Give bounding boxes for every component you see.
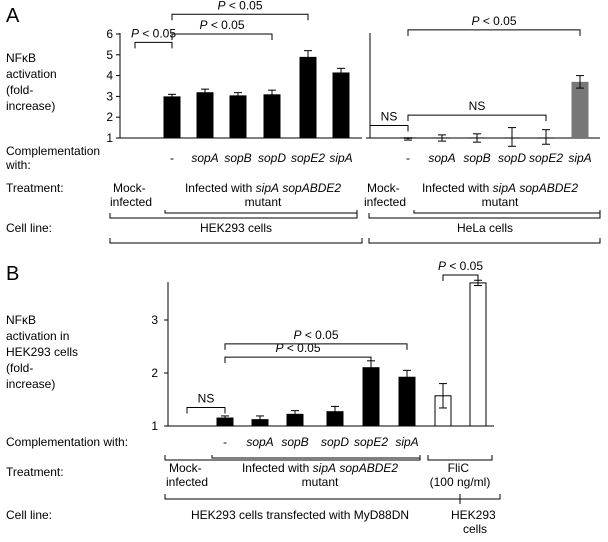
panel-b-sig-label-0	[198, 391, 215, 405]
panel-a-hela-infected-label	[422, 181, 578, 195]
panel-b-treatment-row-label: Treatment:	[6, 465, 64, 479]
panel-b-ytick-label-2: 2	[151, 366, 158, 380]
panel-a-complementation-line-1: Complementation	[6, 144, 101, 158]
panel-b-cat-5: sopE2	[353, 435, 389, 449]
panel-b-cat-4: sopD	[320, 435, 350, 449]
panel-a-sig-label-1-rest: < 0.05	[225, 0, 263, 13]
panel-b-sig-bracket-2	[225, 357, 371, 363]
panel-b-infected-label	[242, 461, 398, 475]
panel-b-flic-bracket	[428, 455, 492, 460]
panel-a	[5, 0, 600, 243]
panel-a-hek-infected-line-2: mutant	[244, 195, 282, 209]
panel-a-treatment-row-label: Treatment:	[6, 181, 64, 195]
panel-a-ylabel-line-4: increase)	[6, 99, 56, 113]
panel-a-hela-infected-line-2: mutant	[481, 195, 519, 209]
panel-a-g0-bar-1	[164, 96, 181, 138]
panel-b-sig-label-2-rest: < 0.05	[283, 341, 321, 356]
panel-a-g1-cat-3: sopB	[463, 151, 491, 165]
panel-a-ytick-label-2: 2	[106, 110, 113, 125]
panel-a-hela-treatment-bracket	[369, 213, 600, 218]
panel-b-sig-label-2	[275, 341, 320, 355]
panel-b-cat-2: sopA	[246, 435, 274, 449]
panel-a-ytick-label-3: 3	[106, 89, 113, 104]
panel-a-ylabel-line-3: (fold-	[6, 83, 34, 97]
panel-a-g0-cat-1: -	[170, 151, 174, 165]
panel-a-hela-mock-line-2: infected	[363, 195, 407, 209]
panel-b-sig-label-0-rest: NS	[197, 391, 215, 406]
panel-a-complementation-row-label	[5, 144, 103, 172]
panel-b-cell-line-1-label: HEK293 cells transfected with MyD88DN	[190, 508, 410, 522]
panel-a-ytick-label-1: 1	[106, 131, 113, 145]
panel-a-hek-infected-gene1: sipA	[255, 181, 280, 195]
panel-a-ylabel	[6, 51, 60, 113]
panel-a-hela-mock-label	[364, 181, 406, 209]
panel-a-sig-label-2-italic: P	[199, 18, 208, 32]
panel-a-sig-label-4	[469, 99, 486, 113]
panel-a-sig-bracket-3	[370, 126, 408, 132]
panel-b-infected-line-2: mutant	[301, 475, 339, 489]
panel-b-sig-label-2-italic: P	[275, 341, 284, 356]
panel-a-sig-label-5-italic: P	[471, 13, 480, 28]
panel-b-ylabel-line-4: (fold-	[6, 361, 34, 375]
panel-a-g0-bar-6	[333, 72, 350, 138]
panel-a-g0-cat-2: sopA	[191, 151, 219, 165]
panel-a-hela-mock-line-1: Mock-	[366, 181, 400, 195]
panel-b-sig-label-3	[438, 259, 483, 273]
panel-b-complementation-labels	[223, 435, 419, 449]
panel-b-infected-bracket	[212, 455, 420, 458]
panel-a-hek-infected-bracket	[165, 210, 357, 213]
panel-a-sig-label-5-rest: < 0.05	[479, 13, 517, 28]
panel-a-hek-cell-line-bracket	[110, 238, 362, 243]
panel-a-sig-bracket-5	[408, 30, 580, 36]
panel-a-ytick-label-4: 4	[106, 68, 113, 83]
panel-a-hek-mock-line-2: infected	[109, 195, 153, 209]
panel-a-sig-label-2	[199, 18, 244, 32]
panel-a-cell-line-row-label: Cell line:	[6, 221, 53, 235]
panel-a-ylabel-line-1: NFκB	[6, 51, 36, 65]
panel-b-ylabel-line-1: NFκB	[6, 313, 36, 327]
panel-b-flic-line-1: FliC	[447, 461, 469, 475]
panel-a-complementation-labels	[170, 151, 592, 165]
panel-b-flic-line-2: (100 ng/ml)	[429, 475, 491, 489]
panel-a-sig-label-0-italic: P	[130, 26, 139, 41]
panel-b-cell-line-2-bracket	[460, 494, 500, 499]
panel-b	[6, 259, 500, 536]
panel-a-g1-cat-2: sopA	[428, 151, 456, 165]
panel-b-cat-1: -	[223, 435, 227, 449]
panel-b-bar-5	[363, 368, 379, 426]
panel-b-sig-label-1-rest: < 0.05	[301, 327, 339, 342]
panel-b-infected-gene2: sopABDE2	[339, 461, 399, 475]
panel-b-ylabel-line-5: increase)	[6, 377, 56, 391]
panel-a-hek-infected-prefix: Infected with	[184, 181, 256, 195]
panel-a-g0-cat-3: sopB	[224, 151, 252, 165]
panel-b-sig-label-1	[293, 328, 338, 342]
panel-b-label: B	[6, 263, 20, 285]
panel-a-g1-cat-4: sopD	[497, 151, 527, 165]
panel-b-flic-label	[430, 461, 491, 489]
panel-a-g1-cat-6: sipA	[568, 151, 592, 165]
panel-a-g0-cat-4: sopD	[257, 151, 287, 165]
panel-a-hela-infected-bracket	[414, 210, 600, 213]
panel-a-hek-treatment-bracket	[110, 213, 357, 218]
panel-b-ytick-label-3: 3	[151, 313, 158, 327]
panel-b-ylabel-line-3: HEK293 cells	[6, 345, 79, 359]
panel-b-ylabel	[6, 313, 81, 391]
panel-a-hela-infected-prefix: Infected with	[421, 181, 493, 195]
panel-a-hela-infected-gene1: sipA	[492, 181, 517, 195]
panel-b-ylabel-line-2: activation in	[6, 329, 70, 343]
panel-a-g0-bar-3	[230, 95, 247, 138]
panel-a-sig-label-1-italic: P	[217, 0, 226, 13]
panel-a-g0-bar-5	[300, 57, 317, 138]
panel-b-infected-prefix: Infected with	[241, 461, 313, 475]
panel-b-complementation-row-label: Complementation with:	[6, 435, 129, 449]
panel-b-cell-line-1-bracket	[165, 494, 460, 499]
panel-a-hek-mock-label	[110, 181, 152, 209]
panel-a-sig-label-3-rest: NS	[380, 109, 398, 124]
panel-b-bar-8	[470, 283, 486, 426]
panel-a-g1-cat-5: sopE2	[528, 151, 564, 165]
panel-a-complementation-line-2: with:	[6, 158, 31, 172]
panel-a-g0-bar-4	[264, 94, 281, 138]
panel-a-ylabel-line-2: activation	[6, 67, 57, 81]
panel-a-g1-bar-6	[572, 82, 589, 138]
panel-b-sig-label-1-italic: P	[293, 327, 302, 342]
panel-a-sig-label-4-rest: NS	[468, 99, 486, 114]
panel-a-hek-cell-line-label: HEK293 cells	[199, 221, 273, 235]
panel-a-label: A	[6, 5, 20, 27]
panel-b-mock-line-1: Mock-	[168, 461, 202, 475]
panel-a-g0-cat-6: sipA	[329, 151, 353, 165]
panel-b-bars	[217, 280, 486, 426]
panel-a-hek-infected-label	[185, 181, 341, 195]
panel-a-ytick-label-6: 6	[106, 27, 113, 41]
panel-b-sig-bracket-0	[187, 407, 225, 413]
panel-a-ytick-label-5: 5	[106, 47, 113, 62]
panel-b-sig-bracket-3	[443, 275, 478, 281]
panel-a-hek-mock-line-1: Mock-	[112, 181, 146, 195]
panel-a-sig-bracket-0	[135, 42, 172, 48]
panel-b-cat-6: sipA	[395, 435, 419, 449]
panel-b-sig-label-3-rest: < 0.05	[445, 258, 484, 273]
panel-a-bars	[164, 51, 589, 147]
panel-b-cell-line-2-line-1: HEK293	[450, 508, 496, 522]
panel-b-mock-line-2: infected	[165, 475, 209, 489]
panel-a-hela-infected-gene2: sopABDE2	[519, 181, 579, 195]
panel-a-sig-label-2-rest: < 0.05	[207, 18, 245, 32]
panel-a-g0-bar-2	[197, 92, 214, 138]
panel-a-g0-cat-5: sopE2	[290, 151, 326, 165]
panel-b-ytick-label-1: 1	[151, 419, 158, 433]
panel-a-sig-label-0-rest: < 0.05	[138, 26, 177, 41]
panel-a-sig-bracket-4	[408, 115, 546, 121]
panel-b-cell-line-row-label: Cell line:	[6, 508, 53, 522]
panel-b-cell-line-2-label	[451, 508, 499, 536]
panel-a-sig-label-1	[217, 0, 262, 12]
panel-b-cell-line-2-line-2: cells	[462, 522, 488, 536]
panel-a-hela-cell-line-bracket	[369, 238, 600, 243]
panel-a-hela-axis	[366, 33, 600, 138]
panel-b-sig-label-3-italic: P	[437, 258, 446, 273]
panel-b-infected-gene1: sipA	[312, 461, 337, 475]
panel-a-hek-infected-gene2: sopABDE2	[282, 181, 342, 195]
panel-a-sig-label-5	[471, 14, 516, 28]
panel-a-sig-label-3	[381, 110, 398, 124]
panel-a-g1-cat-1: -	[406, 151, 410, 165]
panel-a-hela-cell-line-label: HeLa cells	[456, 221, 514, 235]
panel-a-sig-bracket-2	[172, 34, 272, 40]
panel-a-sig-label-0	[131, 26, 176, 40]
panel-b-significance	[187, 259, 483, 414]
panel-b-mock-label	[166, 461, 208, 489]
panel-b-cat-3: sopB	[281, 435, 309, 449]
